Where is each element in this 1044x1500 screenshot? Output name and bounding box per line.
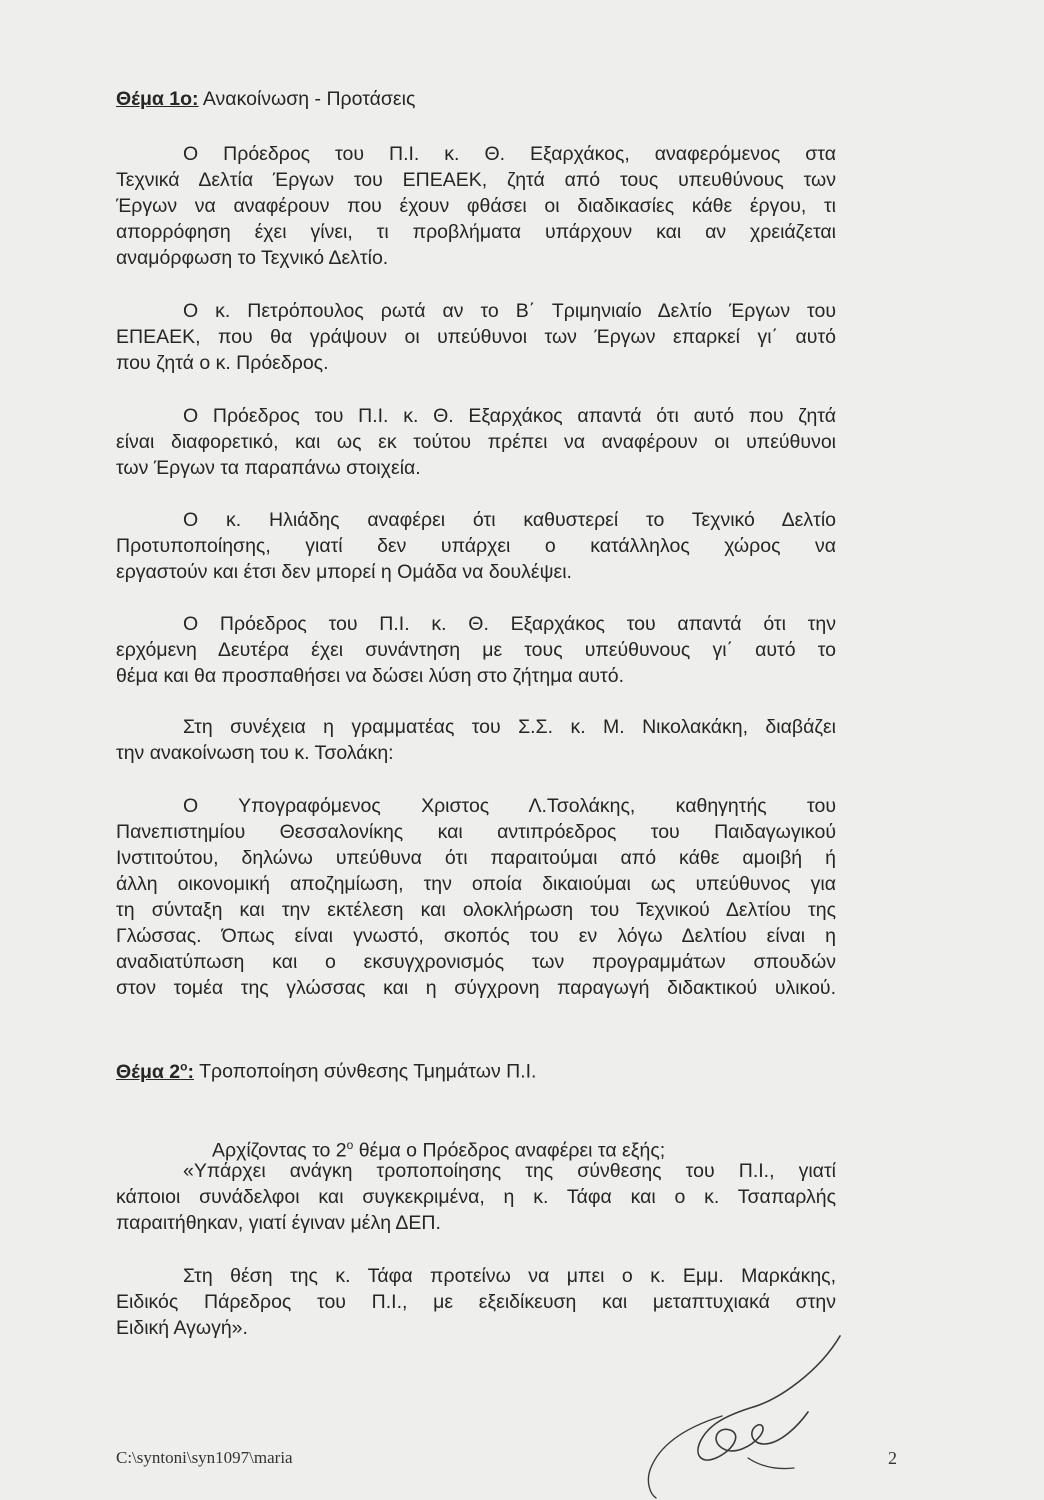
paragraph-line: παραιτήθηκαν, γιατί έγιναν μέλη ΔΕΠ. <box>116 1212 441 1234</box>
paragraph-line: Ειδική Αγωγή». <box>116 1317 248 1339</box>
paragraph-line: Προτυποποίησης, γιατί δεν υπάρχει ο κατάλληλος χώρος να <box>116 535 836 557</box>
section-2-title: Τροποποίηση σύνθεσης Τμημάτων Π.Ι. <box>199 1060 537 1083</box>
paragraph-line: Πανεπιστημίου Θεσσαλονίκης και αντιπρόεδρος του Παιδαγωγικού <box>116 821 836 843</box>
footer-file-path: C:\syntoni\syn1097\maria <box>116 1448 293 1467</box>
paragraph-line: Ο Υπογραφόμενος Χριστος Λ.Τσολάκης, καθηγητής του <box>183 795 836 817</box>
paragraph-line: Γλώσσας. Όπως είναι γνωστό, σκοπός του εν λόγω Δελτίου είναι η <box>116 925 836 947</box>
section-1-heading <box>116 86 836 112</box>
section-2-label: Θέμα $2^o$: <box>116 1059 194 1083</box>
paragraph-line: «Υπάρχει ανάγκη τροποποίησης της σύνθεσης του Π.Ι., γιατί <box>183 1160 836 1182</box>
paragraph-line: απορρόφηση έχει γίνει, τι προβλήματα υπάρχουν και αν χρειάζεται <box>116 221 836 243</box>
paragraph-line: Ο Πρόεδρος του Π.Ι. κ. Θ. Εξαρχάκος απαντά ότι αυτό που ζητά <box>183 405 836 427</box>
paragraph-line: Ινστιτούτου, δηλώνω υπεύθυνα ότι παραιτούμαι από κάθε αμοιβή ή <box>116 847 836 869</box>
paragraph-line: Ο Πρόεδρος του Π.Ι. κ. Θ. Εξαρχάκος, αναφερόμενος στα <box>183 143 836 165</box>
paragraph-line: που ζητά ο κ. Πρόεδρος. <box>116 352 329 374</box>
paragraph-line: άλλη οικονομική αποζημίωση, την οποία δικαιούμαι ως υπεύθυνος για <box>116 873 836 895</box>
paragraph-line: ΕΠΕΑΕΚ, που θα γράψουν οι υπεύθυνοι των Έργων επαρκεί γι΄ αυτό <box>116 326 836 348</box>
paragraph-line: κάποιοι συνάδελφοι και συγκεκριμένα, η κ. Τάφα και ο κ. Τσαπαρλής <box>116 1186 836 1208</box>
section-2-intro: Αρχίζοντας το $2^o$ θέμα ο Πρόεδρος αναφέρει τα εξής; <box>212 1138 666 1162</box>
paragraph-line: τη σύνταξη και την εκτέλεση και ολοκλήρωση του Τεχνικού Δελτίου της <box>116 899 836 921</box>
paragraph-line: στον τομέα της γλώσσας και η σύγχρονη παραγωγή διδακτικού υλικού. <box>116 977 836 999</box>
signature <box>630 1330 860 1500</box>
paragraph-line: Στη συνέχεια η γραμματέας του Σ.Σ. κ. Μ. Νικολακάκη, διαβάζει <box>183 716 836 738</box>
paragraph-line: Στη θέση της κ. Τάφα προτείνω να μπει ο κ. Εμμ. Μαρκάκης, <box>183 1265 836 1287</box>
paragraph-line: των Έργων τα παραπάνω στοιχεία. <box>116 457 421 479</box>
section-1-title: Ανακοίνωση - Προτάσεις <box>202 88 416 110</box>
section-2-heading <box>116 1053 836 1085</box>
paragraph-line: Ο κ. Πετρόπουλος ρωτά αν το Β΄ Τριμηνιαίο Δελτίο Έργων του <box>183 300 836 322</box>
paragraph-line: Ειδικός Πάρεδρος του Π.Ι., με εξειδίκευση και μεταπτυχιακά στην <box>116 1291 836 1313</box>
paragraph-line: ερχόμενη Δευτέρα έχει συνάντηση με τους υπεύθυνους γι΄ αυτό το <box>116 639 836 661</box>
paragraph-line: θέμα και θα προσπαθήσει να δώσει λύση στο ζήτημα αυτό. <box>116 665 625 687</box>
paragraph-line: αναμόρφωση το Τεχνικό Δελτίο. <box>116 247 389 269</box>
paragraph-line: Ο κ. Ηλιάδης αναφέρει ότι καθυστερεί το Τεχνικό Δελτίο <box>183 509 836 531</box>
paragraph-line: την ανακοίνωση του κ. Τσολάκη: <box>116 742 394 764</box>
paragraph-line: εργαστούν και έτσι δεν μπορεί η Ομάδα να δουλέψει. <box>116 561 572 583</box>
paragraph-line: Ο Πρόεδρος του Π.Ι. κ. Θ. Εξαρχάκος του απαντά ότι την <box>183 613 836 635</box>
section-1-label: Θέμα 1ο: <box>116 88 199 110</box>
paragraph-line: Έργων να αναφέρουν που έχουν φθάσει οι διαδικασίες κάθε έργου, τι <box>116 195 836 217</box>
paragraph-line: είναι διαφορετικό, και ως εκ τούτου πρέπει να αναφέρουν οι υπεύθυνοι <box>116 431 836 453</box>
paragraph-line: αναδιατύπωση και ο εκσυγχρονισμός των προγραμμάτων σπουδών <box>116 951 836 973</box>
paragraph-line: Τεχνικά Δελτία Έργων του ΕΠΕΑΕΚ, ζητά από τους υπευθύνους των <box>116 169 836 191</box>
page-number: 2 <box>888 1448 897 1468</box>
